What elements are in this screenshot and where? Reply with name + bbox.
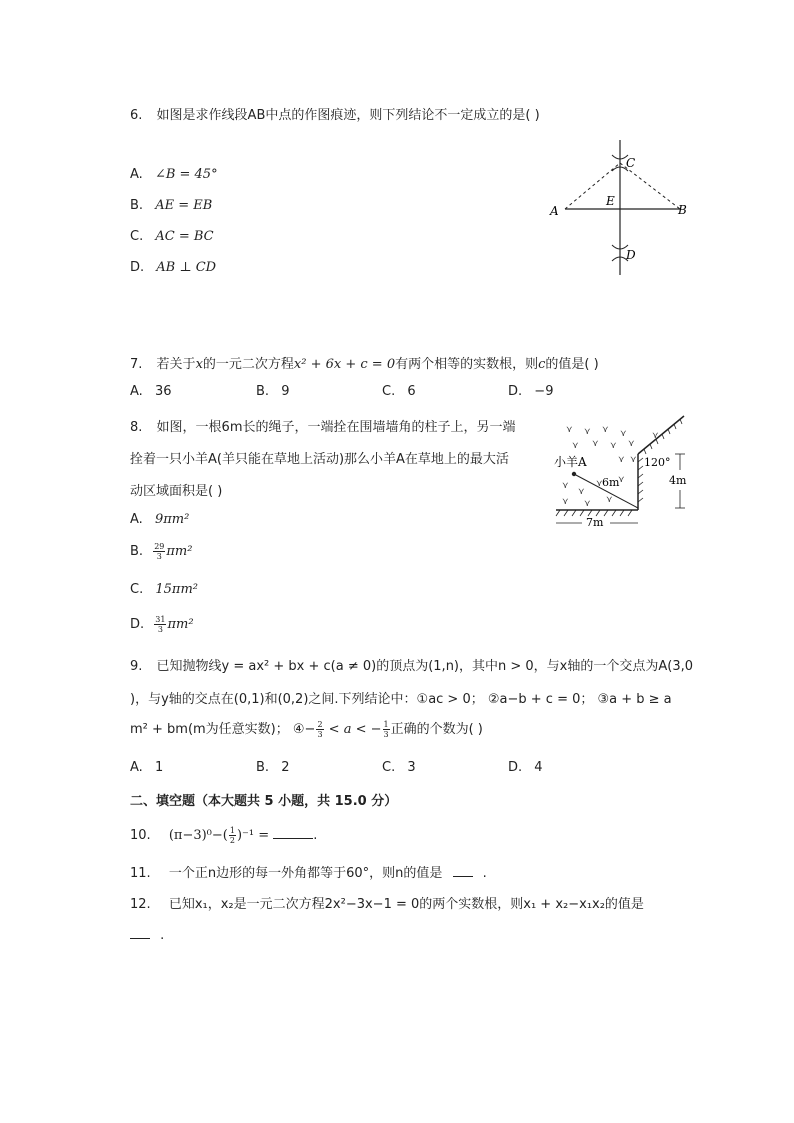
- option-text: −9: [534, 384, 554, 399]
- q7-stem-mid2: 有两个相等的实数根，则: [395, 357, 539, 372]
- q11-tail: .: [482, 866, 487, 881]
- q7-option-b: [256, 384, 289, 399]
- q12-number: 12.: [130, 897, 151, 912]
- svg-text:⋎: ⋎: [610, 441, 617, 451]
- q7-var-x: x: [195, 357, 203, 372]
- option-label: B.: [256, 384, 270, 399]
- q8-line3: 动区域面积是( ): [130, 484, 223, 499]
- option-label: C.: [382, 384, 396, 399]
- q11-text: 一个正n边形的每一外角都等于60°，则n的值是: [168, 866, 443, 881]
- svg-text:⋎: ⋎: [572, 441, 579, 451]
- q11-answer-blank[interactable]: [453, 876, 473, 877]
- q8-line1: [130, 416, 515, 435]
- diagonal-hatching: [644, 419, 682, 454]
- q8-line1-text: 如图，一根6m长的绳子，一端拴在围墙墙角的柱子上，另一端: [156, 420, 516, 435]
- q6-option-b: [130, 198, 212, 213]
- fraction-numerator: 1: [229, 826, 235, 835]
- option-label: A.: [130, 167, 143, 182]
- fraction-numerator: 29: [154, 542, 165, 551]
- q12-answer-line: [130, 928, 164, 943]
- svg-text:⋎: ⋎: [584, 427, 591, 437]
- option-label: C.: [382, 760, 396, 775]
- option-text: 2: [281, 760, 290, 775]
- fraction: [154, 615, 166, 634]
- option-text: πm²: [166, 544, 193, 559]
- q6-option-c: [130, 229, 214, 244]
- q9-number: 9.: [130, 659, 143, 674]
- label-e: E: [606, 194, 615, 208]
- fraction: [153, 542, 165, 561]
- q6-option-d: [130, 260, 216, 275]
- option-text: 3: [407, 760, 416, 775]
- q6-stem: [130, 104, 540, 123]
- svg-text:⋎: ⋎: [628, 439, 635, 449]
- option-text: AE = EB: [155, 198, 213, 213]
- q9-option-c: [382, 760, 416, 775]
- q9-option-b: [256, 760, 289, 775]
- label-height: 4m: [669, 474, 687, 487]
- q11: [130, 862, 487, 881]
- q7-equation: x² + 6x + c = 0: [293, 357, 396, 372]
- option-label: D.: [508, 384, 523, 399]
- q8-figure: [548, 412, 698, 537]
- svg-text:⋎: ⋎: [592, 439, 599, 449]
- option-text: 36: [154, 384, 172, 399]
- option-label: B.: [130, 198, 144, 213]
- q10-number: 10.: [130, 828, 151, 843]
- label-width: 7m: [586, 516, 604, 529]
- option-label: C.: [130, 582, 144, 597]
- q9-line3-b: < a < −: [324, 722, 382, 737]
- q9-line3-a: m² + bm(m为任意实数)； ④−: [130, 722, 316, 737]
- q10-post: )⁻¹ =: [236, 828, 274, 843]
- option-label: B.: [256, 760, 270, 775]
- option-text: 1: [154, 760, 164, 775]
- svg-text:⋎: ⋎: [630, 455, 637, 465]
- q7-stem-post: 的值是( ): [545, 357, 599, 372]
- option-text: AB ⊥ CD: [156, 260, 217, 275]
- q8-line2: 拴着一只小羊A(羊只能在草地上活动)那么小羊A在草地上的最大活: [130, 452, 509, 467]
- svg-text:⋎: ⋎: [562, 497, 569, 507]
- fraction-numerator: 1: [383, 720, 389, 729]
- q11-number: 11.: [130, 866, 151, 881]
- svg-text:⋎: ⋎: [596, 479, 603, 489]
- q12-tail: .: [160, 928, 165, 943]
- option-label: C.: [130, 229, 144, 244]
- q10-tail: .: [313, 828, 318, 843]
- q7-option-c: [382, 384, 416, 399]
- q12-text: 已知x₁，x₂是一元二次方程2x²−3x−1 = 0的两个实数根，则x₁ + x₂−x₁x₂的值是: [168, 897, 644, 912]
- q7-number: 7.: [130, 357, 143, 372]
- svg-text:⋎: ⋎: [602, 425, 609, 435]
- label-angle: 120°: [644, 456, 671, 469]
- fraction-denominator: 3: [157, 625, 163, 634]
- option-label: A.: [130, 512, 143, 527]
- wall-diagonal: [638, 416, 684, 454]
- q6-stem-text: 如图是求作线段AB中点的作图痕迹，则下列结论不一定成立的是( ): [156, 108, 540, 123]
- q8-option-d: [130, 615, 194, 634]
- svg-text:⋎: ⋎: [652, 431, 659, 441]
- svg-text:⋎: ⋎: [618, 475, 625, 485]
- fraction: [383, 720, 390, 739]
- fraction-denominator: 3: [383, 730, 389, 739]
- option-text: 6: [407, 384, 416, 399]
- svg-text:⋎: ⋎: [562, 481, 569, 491]
- q10-pre: (π−3)⁰−(: [168, 828, 228, 843]
- fraction-denominator: 3: [317, 730, 323, 739]
- svg-text:⋎: ⋎: [578, 487, 585, 497]
- fraction: [229, 826, 236, 845]
- q7-stem-pre: 若关于: [156, 357, 196, 372]
- q9-line3: [130, 718, 483, 739]
- q9-option-a: [130, 760, 163, 775]
- q7-stem: [130, 353, 599, 372]
- svg-text:⋎: ⋎: [618, 455, 625, 465]
- option-text: πm²: [167, 617, 194, 632]
- option-text: 9πm²: [154, 512, 190, 527]
- q9-line2: )，与y轴的交点在(0,1)和(0,2)之间.下列结论中：①ac > 0； ②a−b + c = 0； ③a + b ≥ a: [130, 692, 672, 707]
- svg-text:⋎: ⋎: [606, 495, 613, 505]
- q9-line3-c: 正确的个数为( ): [390, 722, 483, 737]
- q8-option-c: [130, 582, 198, 597]
- label-a: A: [550, 204, 559, 218]
- option-text: ∠B = 45°: [154, 167, 218, 182]
- label-b: B: [678, 203, 687, 217]
- q10: [130, 826, 317, 845]
- label-d: D: [626, 248, 636, 262]
- fraction-denominator: 2: [229, 836, 235, 845]
- svg-text:⋎: ⋎: [584, 499, 591, 509]
- q7-stem-mid: 的一元二次方程: [202, 357, 294, 372]
- label-rope: 6m: [602, 476, 620, 489]
- q9-option-d: [508, 760, 543, 775]
- option-label: A.: [130, 384, 143, 399]
- option-label: B.: [130, 544, 144, 559]
- q7-var-c: c: [538, 357, 546, 372]
- q10-answer-blank[interactable]: [273, 838, 313, 839]
- fraction: [316, 720, 323, 739]
- option-text: 9: [281, 384, 290, 399]
- q8-option-b: [130, 542, 192, 561]
- q9-line1: [130, 655, 693, 674]
- q8-number: 8.: [130, 420, 143, 435]
- q7-option-d: [508, 384, 553, 399]
- fraction-numerator: 31: [155, 615, 166, 624]
- svg-text:⋎: ⋎: [620, 429, 627, 439]
- q6-number: 6.: [130, 108, 143, 123]
- option-text: AC = BC: [155, 229, 214, 244]
- section2-heading: 二、填空题（本大题共 5 小题，共 15.0 分）: [130, 794, 398, 809]
- option-text: 15πm²: [155, 582, 198, 597]
- option-label: A.: [130, 760, 143, 775]
- fraction-denominator: 3: [156, 552, 162, 561]
- option-label: D.: [508, 760, 523, 775]
- q6-option-a: [130, 167, 218, 182]
- q7-option-a: [130, 384, 171, 399]
- q12-answer-blank[interactable]: [130, 938, 150, 939]
- option-text: 4: [534, 760, 543, 775]
- svg-text:⋎: ⋎: [566, 425, 573, 435]
- label-sheep: 小羊A: [554, 455, 587, 469]
- q6-figure: [540, 135, 700, 280]
- option-label: D.: [130, 617, 145, 632]
- q9-line1-text: 已知抛物线y = ax² + bx + c(a ≠ 0)的顶点为(1,n)，其中n > 0，与x轴的一个交点为A(3,0: [156, 659, 694, 674]
- sheep-point: [572, 472, 576, 476]
- q12: [130, 893, 644, 912]
- fraction-numerator: 2: [317, 720, 323, 729]
- q8-option-a: [130, 512, 189, 527]
- option-label: D.: [130, 260, 145, 275]
- label-c: C: [626, 156, 636, 170]
